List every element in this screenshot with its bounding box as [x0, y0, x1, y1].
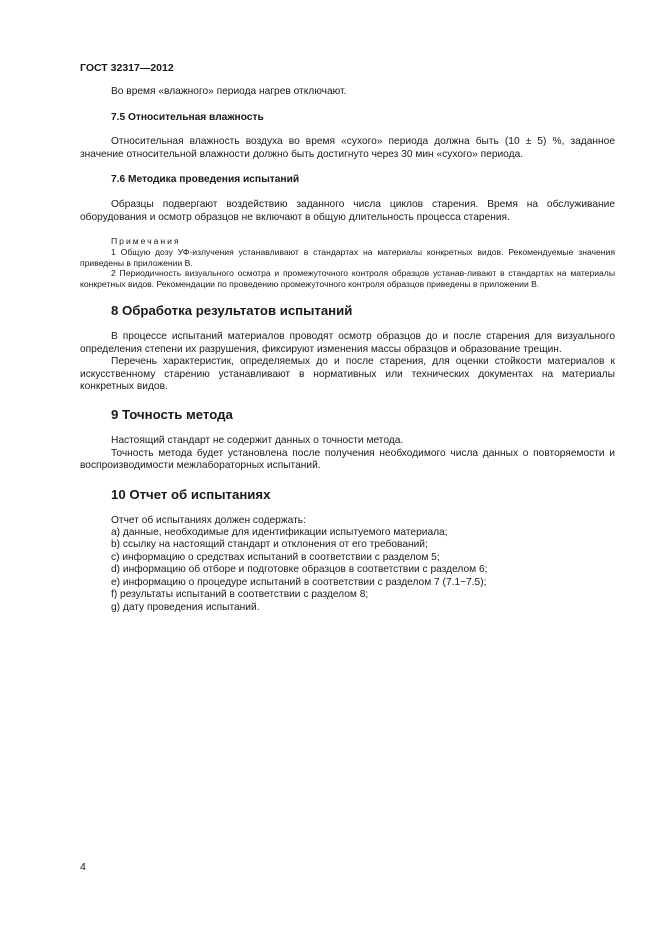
section-9-title: 9 Точность метода — [111, 407, 233, 423]
page-content — [80, 86, 615, 614]
list-item: f) результаты испытаний в соответствии с разделом 8; — [111, 589, 369, 601]
page-number: 4 — [80, 861, 86, 873]
section-9-paragraph-2: Точность метода будет установлена после получения необходимого числа данных о повторяемости и воспроизводимости межлабораторных испытаний. — [80, 447, 615, 472]
document-code: ГОСТ 32317—2012 — [80, 62, 174, 74]
list-item: c) информацию о средствах испытаний в соответствии с разделом 5; — [111, 551, 440, 563]
section-8-paragraph-2: Перечень характеристик, определяемых до и после старения, для оценки стойкости материалов к искусственному старению устанавливают в нормативных или технических документах на материалы конкретных видов. — [80, 356, 615, 393]
note-1: 1 Общую дозу УФ-излучения устанавливают в стандартах на материалы конкретных видов. Рекомендуемые значения приведены в приложении В. — [80, 247, 615, 268]
section-10-title: 10 Отчет об испытаниях — [111, 486, 271, 502]
section-7-6-title: 7.6 Методика проведения испытаний — [111, 174, 300, 186]
section-7-5-text: Относительная влажность воздуха во время «сухого» периода должна быть (10 ± 5) %, заданное значение относительной влажности должно быть достигнуто через 30 мин «сухого» периода. — [80, 136, 615, 160]
section-9-paragraph-1: Настоящий стандарт не содержит данных о точности метода. — [111, 435, 404, 447]
list-item: g) дату проведения испытаний. — [111, 601, 260, 613]
list-item: a) данные, необходимые для идентификации испытуемого материала; — [111, 527, 448, 539]
report-contents-list — [80, 515, 615, 614]
section-7-6-text: Образцы подвергают воздействию заданного числа циклов старения. Время на обслуживание оборудования и осмотр образцов не включают в общую длительность процесса старения. — [80, 199, 615, 223]
list-item: d) информацию об отборе и подготовке образцов в соответствии с разделом 6; — [111, 564, 488, 576]
notes-title: Примечания — [111, 236, 181, 247]
section-8-title: 8 Обработка результатов испытаний — [111, 303, 353, 319]
section-7-5-title: 7.5 Относительная влажность — [111, 112, 264, 124]
list-item: e) информацию о процедуре испытаний в соответствии с разделом 7 (7.1−7.5); — [111, 576, 487, 588]
intro-paragraph: Во время «влажного» периода нагрев отключают. — [111, 86, 347, 97]
list-item: b) ссылку на настоящий стандарт и отклонения от его требований; — [111, 539, 428, 551]
note-2: 2 Периодичность визуального осмотра и промежуточного контроля образцов устанав-ливают в стандартах на материалы конкретных видов. Рекомендации по проведению промежуточного контроля образцов приведены в приложении В. — [80, 268, 615, 289]
section-8-paragraph-1: В процессе испытаний материалов проводят осмотр образцов до и после старения для визуального определения степени их разрушения, фиксируют изменения массы образцов и образование трещин. — [80, 331, 615, 355]
report-list-lead: Отчет об испытаниях должен содержать: — [111, 514, 306, 526]
